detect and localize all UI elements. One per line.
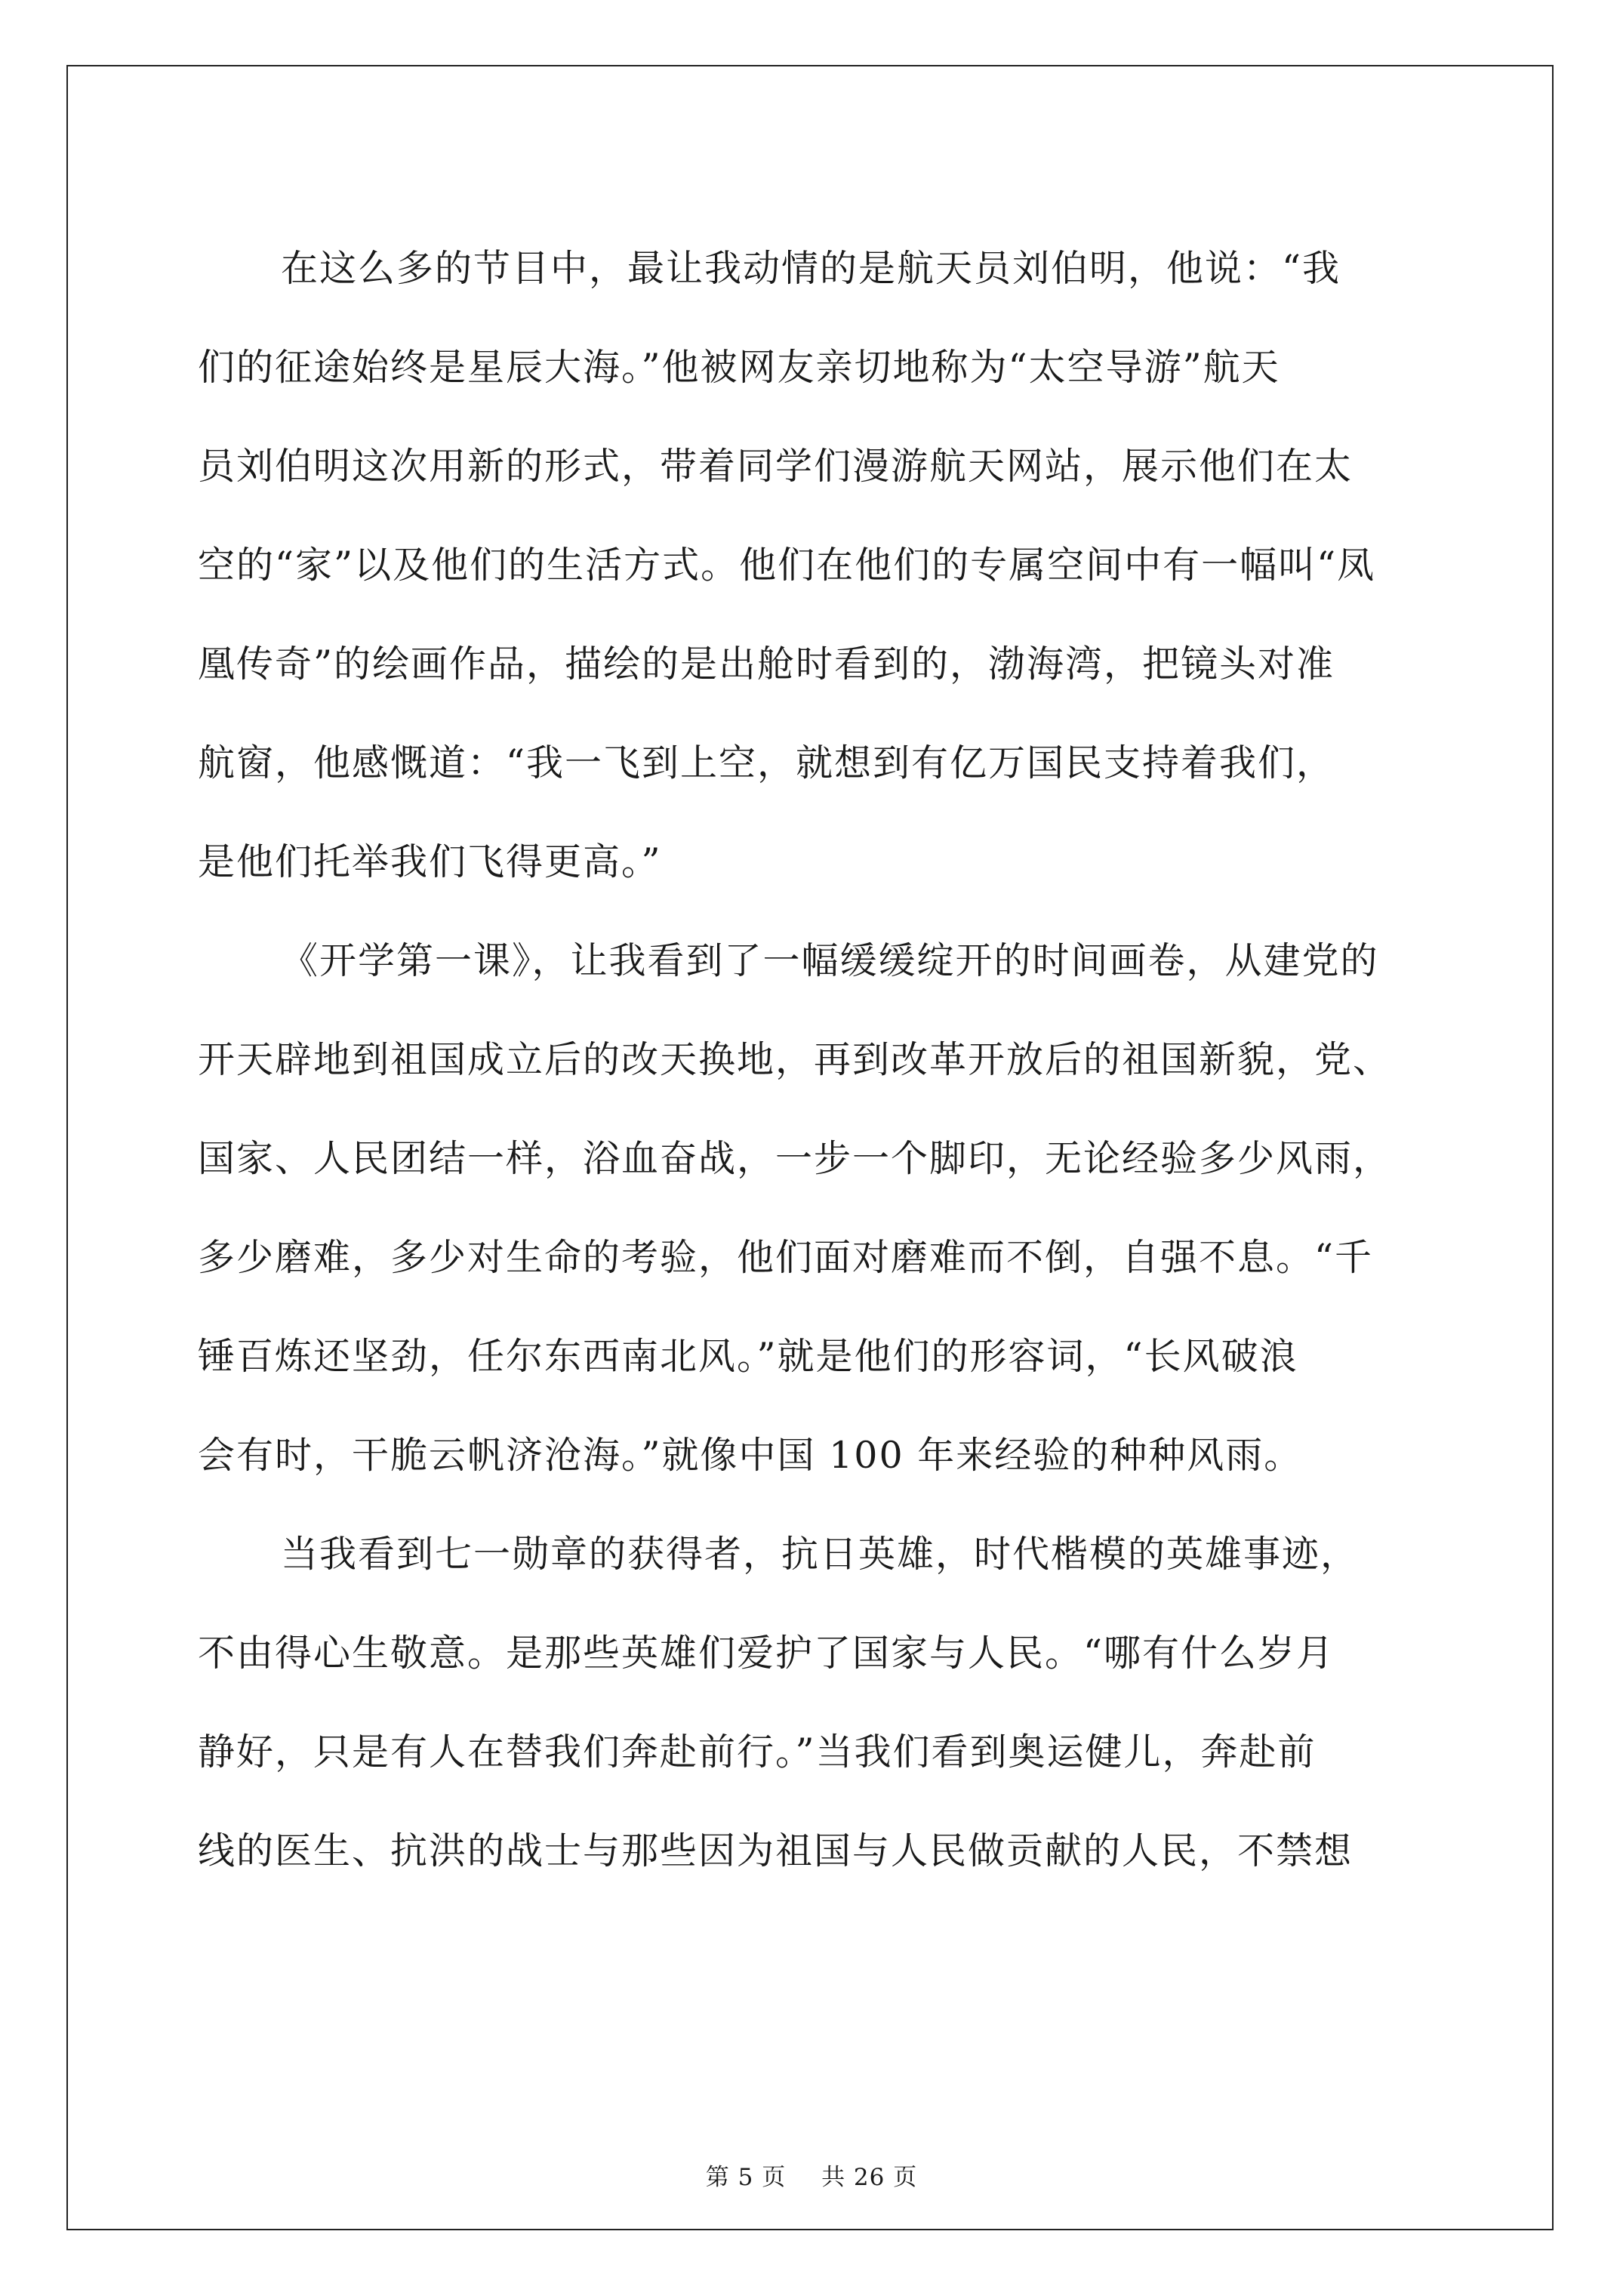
text-line: 是他们托举我们飞得更高。”	[198, 840, 662, 883]
page-number: 第 5 页	[705, 2164, 787, 2191]
text-line: 会有时，干脆云帆济沧海。”就像中国 100 年来经验的种种风雨。	[198, 1434, 1303, 1477]
text-line: 开天辟地到祖国成立后的改天换地，再到改革开放后的祖国新貌，党、	[198, 1038, 1392, 1081]
text-line: 锤百炼还坚劲，任尔东西南北风。”就是他们的形容词，“长风破浪	[198, 1335, 1298, 1378]
text-line: 静好，只是有人在替我们奔赴前行。”当我们看到奥运健儿，奔赴前	[198, 1730, 1317, 1774]
document-body	[198, 219, 1433, 1900]
text-line: 《开学第一课》，让我看到了一幅缓缓绽开的时间画卷，从建党的	[281, 939, 1379, 982]
paragraph-3	[198, 1505, 1433, 1900]
text-line: 们的征途始终是星辰大海。”他被网友亲切地称为“太空导游”航天	[198, 346, 1280, 389]
paragraph-1	[198, 219, 1433, 911]
text-line: 当我看到七一勋章的获得者，抗日英雄，时代楷模的英雄事迹，	[281, 1533, 1360, 1576]
text-line: 航窗，他感慨道：“我一飞到上空，就想到有亿万国民支持着我们，	[198, 741, 1335, 784]
text-line: 员刘伯明这次用新的形式，带着同学们漫游航天网站，展示他们在太	[198, 445, 1354, 488]
text-line: 线的医生、抗洪的战士与那些因为祖国与人民做贡献的人民，不禁想	[198, 1829, 1354, 1872]
text-line: 在这么多的节目中，最让我动情的是航天员刘伯明，他说：“我	[281, 247, 1341, 290]
text-line: 不由得心生敬意。是那些英雄们爱护了国家与人民。“哪有什么岁月	[198, 1632, 1335, 1675]
page-footer	[0, 2158, 1623, 2192]
paragraph-2	[198, 911, 1433, 1505]
text-line: 凰传奇”的绘画作品，描绘的是出舱时看到的，渤海湾，把镜头对准	[198, 643, 1335, 686]
text-line: 国家、人民团结一样，浴血奋战，一步一个脚印，无论经验多少风雨，	[198, 1137, 1392, 1180]
text-line: 空的“家”以及他们的生活方式。他们在他们的专属空间中有一幅叫“凤	[198, 544, 1376, 587]
text-line: 多少磨难，多少对生命的考验，他们面对磨难而不倒，自强不息。“千	[198, 1236, 1374, 1279]
page-total: 共 26 页	[821, 2164, 918, 2191]
